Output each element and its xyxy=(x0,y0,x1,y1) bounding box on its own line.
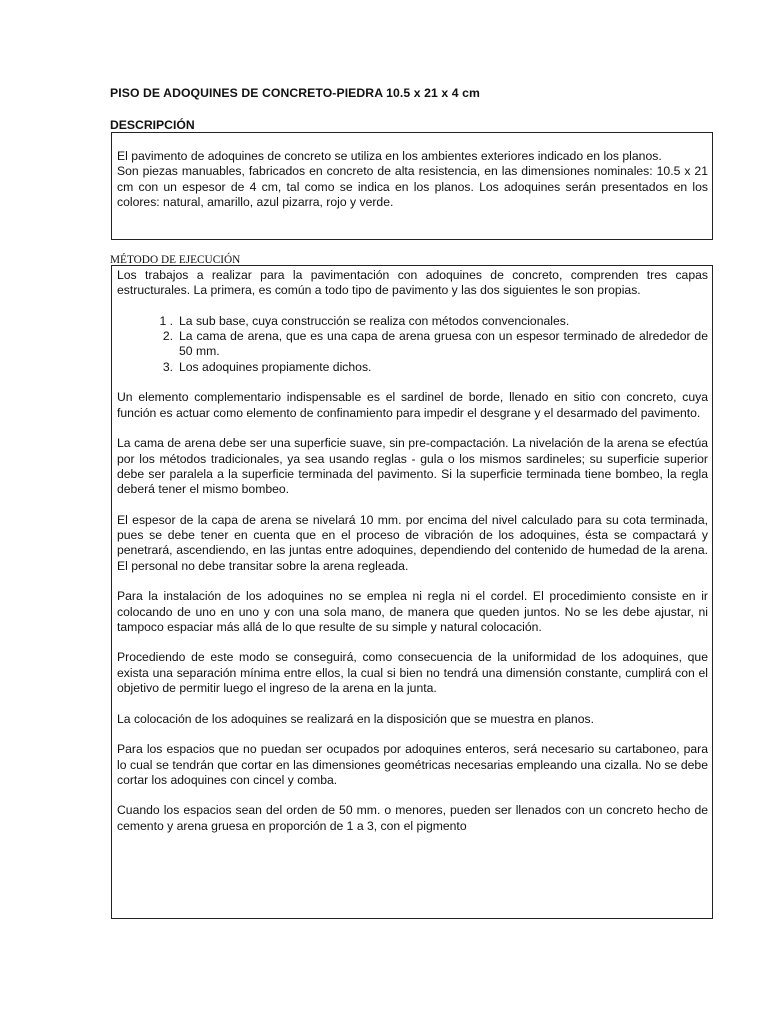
method-paragraph: El espesor de la capa de arena se nivelará 10 mm. por encima del nivel calculado para su cota terminada, pues se debe tener en cuenta que en el proceso de vibración de los adoquines, ésta se compactará y penetrará, ascendiendo, en las juntas entre adoquines, dependiendo del contenido de humedad de la arena. El personal no debe transitar sobre la arena regleada. xyxy=(117,512,708,573)
step-number: 3. xyxy=(162,359,173,374)
step-number: 1 . xyxy=(159,313,173,328)
method-heading: MÉTODO DE EJECUCIÓN xyxy=(110,254,241,266)
step-text: La sub base, cuya construcción se realiza con métodos convencionales. xyxy=(179,313,570,328)
method-intro: Los trabajos a realizar para la pavimentación con adoquines de concreto, comprenden tres capas estructurales. La primera, es común a todo tipo de pavimento y las dos siguientes le son propias. xyxy=(117,268,708,298)
description-box xyxy=(111,132,713,240)
method-paragraph: Para la instalación de los adoquines no se emplea ni regla ni el cordel. El procedimiento consiste en ir colocando de uno en uno y con una sola mano, de manera que queden juntos. No se les debe ajustar, ni tampoco espaciar más allá de lo que resulte de su simple y natural colocación. xyxy=(117,589,708,634)
method-paragraph: Cuando los espacios sean del orden de 50 mm. o menores, pueden ser llenados con un concreto hecho de cemento y arena gruesa en proporción de 1 a 3, con el pigmento xyxy=(117,803,708,833)
method-paragraph: Para los espacios que no puedan ser ocupados por adoquines enteros, será necesario su cartaboneo, para lo cual se tendrán que cortar en las dimensiones geométricas necesarias empleando una cizalla. No se debe cortar los adoquines con cincel y comba. xyxy=(117,742,708,787)
list-item xyxy=(117,360,708,375)
description-heading: DESCRIPCIÓN xyxy=(110,118,195,132)
method-paragraph: Procediendo de este modo se conseguirá, como consecuencia de la uniformidad de los adoquines, que exista una separación mínima entre ellos, la cual si bien no tendrá una dimensión constante, cumplirá con el objetivo de permitir luego el ingreso de la arena en la junta. xyxy=(117,650,708,696)
step-number: 2. xyxy=(162,329,173,344)
method-box xyxy=(111,265,713,919)
method-paragraph: La colocación de los adoquines se realizará en la disposición que se muestra en planos. xyxy=(117,711,594,726)
list-item xyxy=(117,329,708,360)
description-paragraph: Son piezas manuables, fabricados en concreto de alta resistencia, en las dimensiones nominales: 10.5 x 21 cm con un espesor de 4 cm, tal como se indica en los planos. Los adoquines serán presentados en los colores: natural, amarillo, azul pizarra, rojo y verde. xyxy=(117,164,708,209)
document-title: PISO DE ADOQUINES DE CONCRETO-PIEDRA 10.5 x 21 x 4 cm xyxy=(110,86,480,100)
description-paragraph: El pavimento de adoquines de concreto se utiliza en los ambientes exteriores indicado en los planos. xyxy=(117,149,662,163)
method-steps-list xyxy=(117,314,708,375)
list-item xyxy=(117,314,708,329)
method-paragraph: Un elemento complementario indispensable es el sardinel de borde, llenado en sitio con concreto, cuya función es actuar como elemento de confinamiento para impedir el desgrane y el desarmado del pavimento. xyxy=(117,390,708,420)
method-paragraph: La cama de arena debe ser una superficie suave, sin pre-compactación. La nivelación de la arena se efectúa por los métodos tradicionales, ya sea usando reglas - gula o los mismos sardineles; su superficie superior debe ser paralela a la superficie terminada del pavimento. Si la superficie terminada tiene bombeo, la regla deberá tener el mismo bombeo. xyxy=(117,436,708,497)
step-text: La cama de arena, que es una capa de arena gruesa con un espesor terminado de alrededor de 50 mm. xyxy=(179,329,708,359)
step-text: Los adoquines propiamente dichos. xyxy=(179,359,372,374)
